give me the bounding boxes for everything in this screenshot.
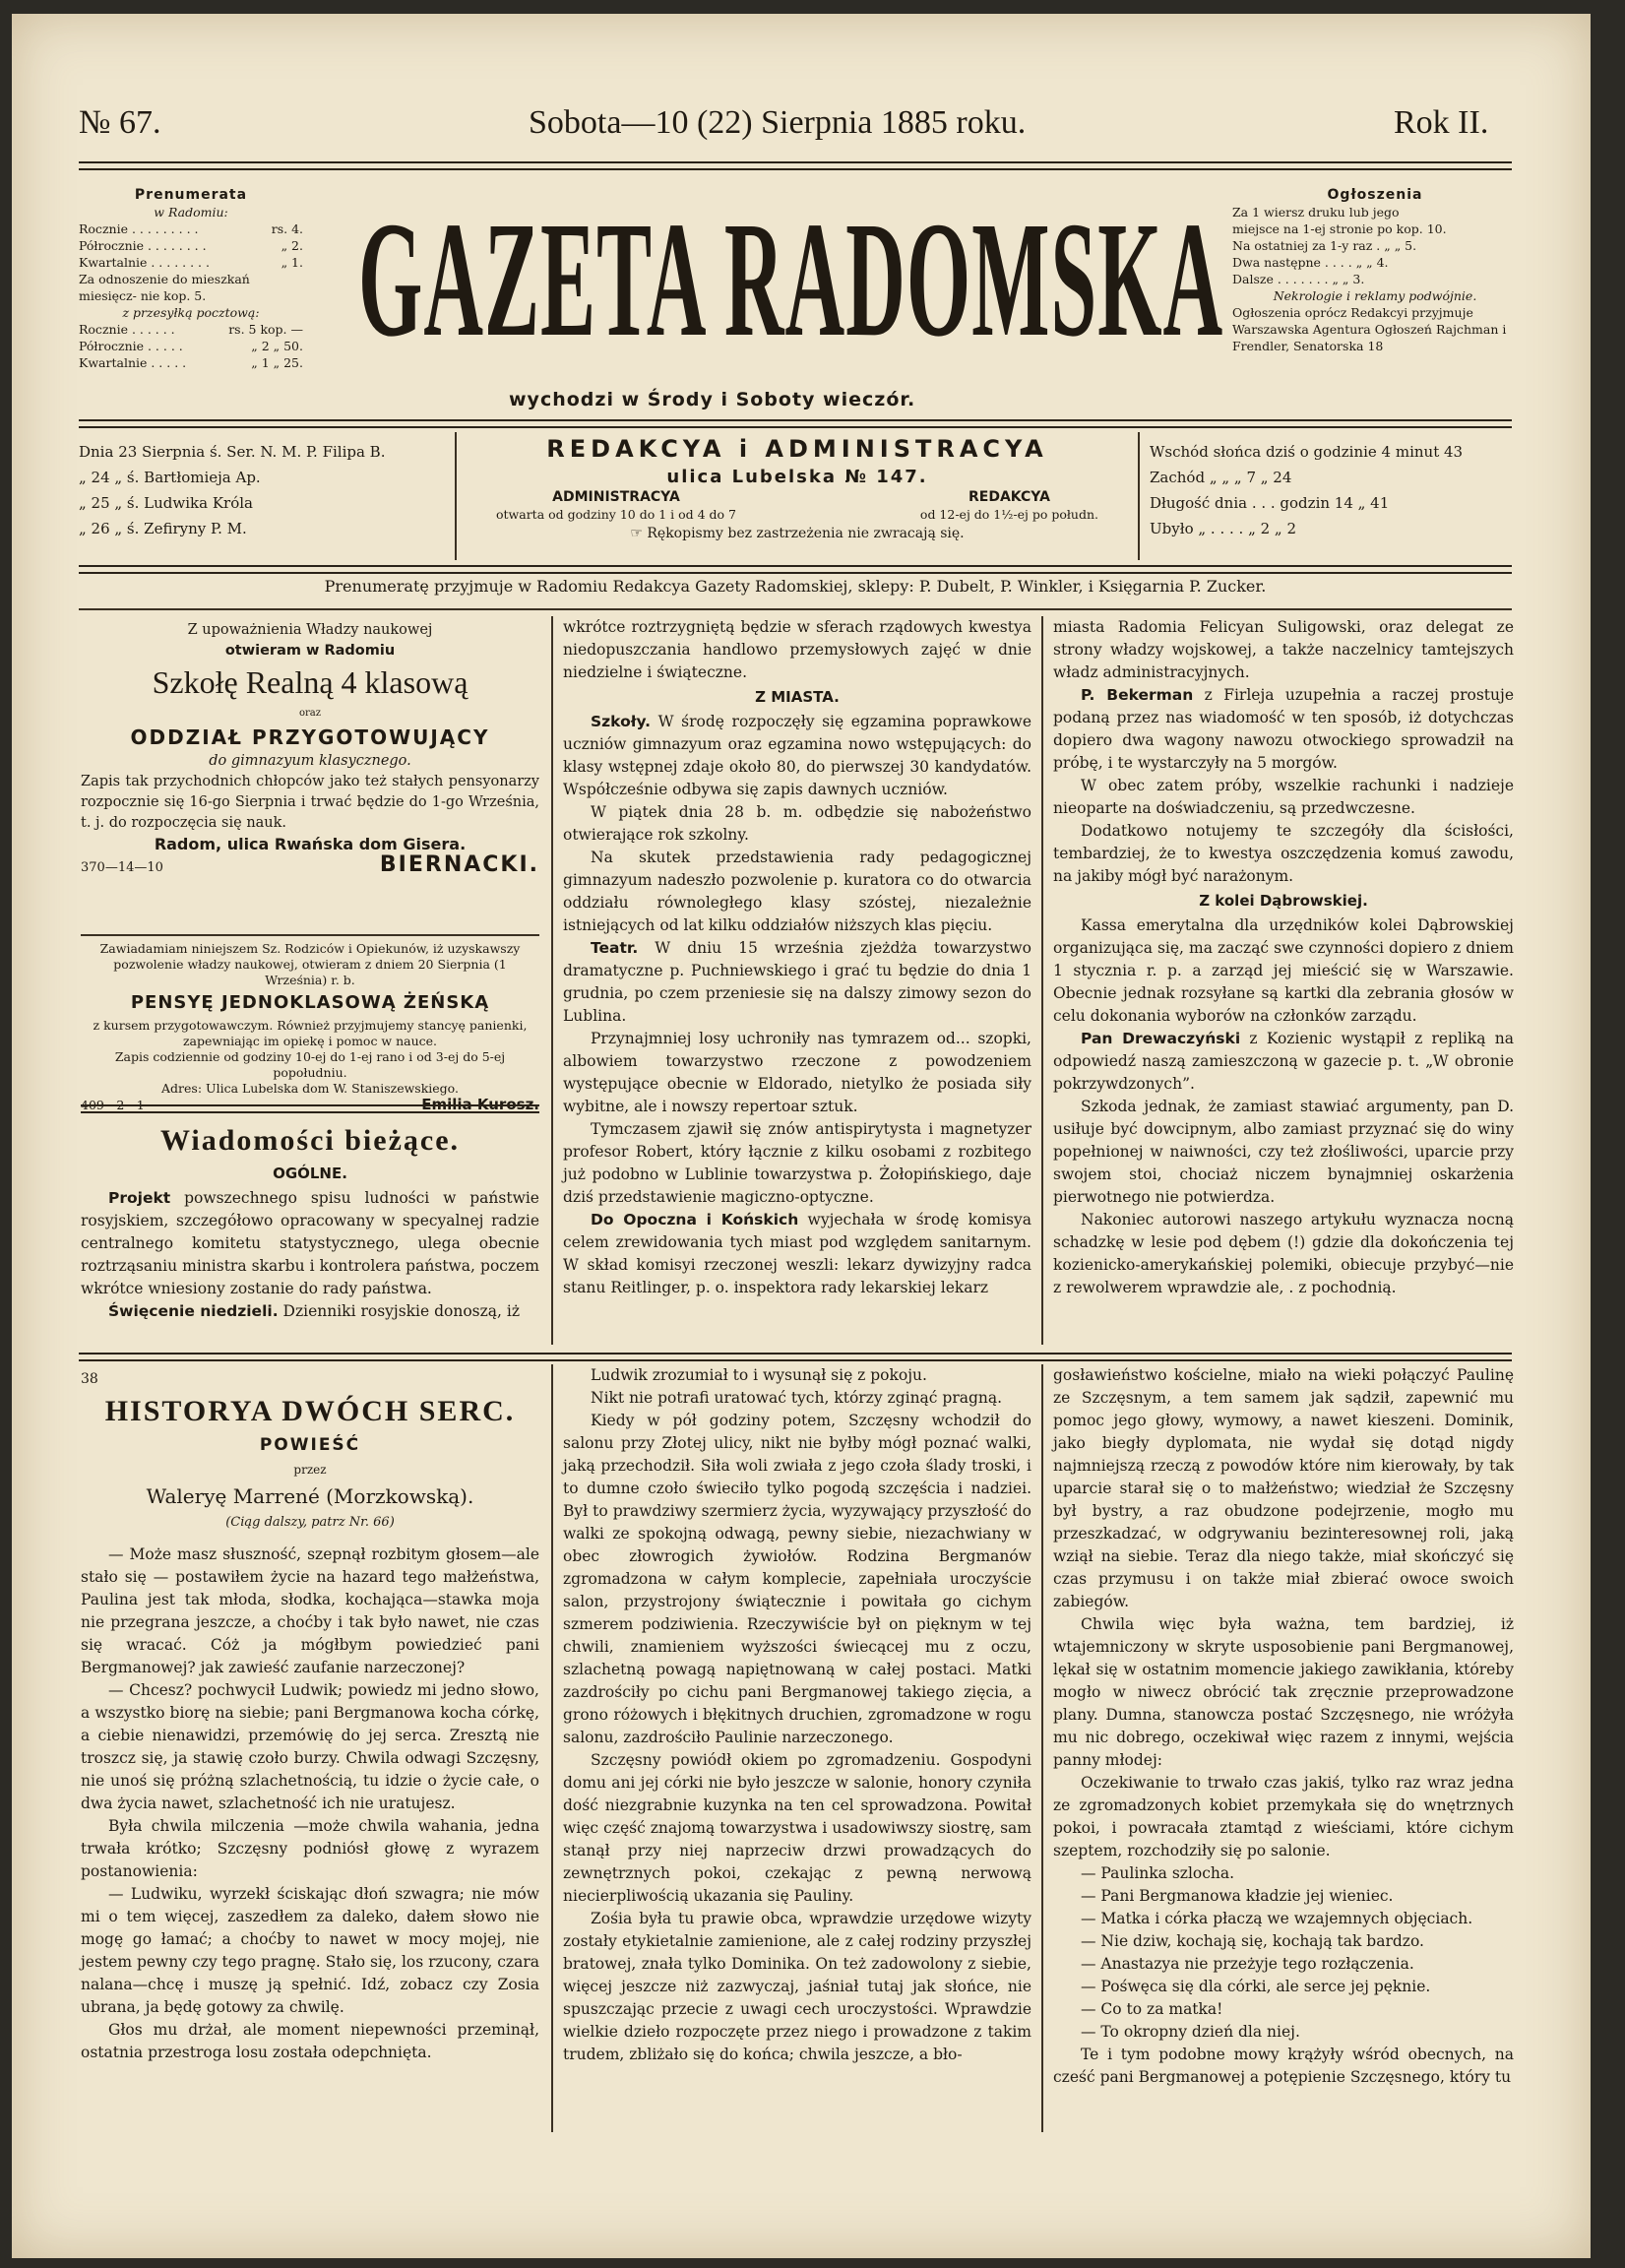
issue-number: № 67. <box>79 104 161 141</box>
ad-rate-line: Dwa następne . . . . „ „ 4. <box>1232 255 1389 270</box>
section-heading: Z MIASTA. <box>755 688 840 706</box>
feuilleton-genre: POWIEŚĆ <box>259 1435 361 1455</box>
ad-signature: BIERNACKI. <box>379 852 539 877</box>
price-value: rs. 4. <box>271 221 303 236</box>
ad-headline: PENSYĘ JEDNOKLASOWĄ ŻEŃSKĄ <box>130 992 490 1013</box>
column-divider <box>1041 1364 1043 2132</box>
paragraph: Tymczasem zjawił się znów antispirytysta i magnetyzer profesor Robert, który łącznie z kilku osobami z rozbitego już podobno w Lublinie towarzystwa p. Żołopińskiego, daje dziś przedstawienie magiczno-optyczne. <box>563 1120 1031 1206</box>
ad-line: Zapis codziennie od godziny 10-ej do 1-ej rano i od 3-ej do 5-ej popołudniu. <box>114 1049 506 1080</box>
calendar-line: „ 24 „ ś. Bartłomieja Ap. <box>79 469 261 486</box>
masthead-rule <box>79 161 1512 170</box>
paragraph: miasta Radomia Felicyan Suligowski, oraz delegat ze strony władzy wojskowej, a także naczelnicy tamtejszych władz administracyjnych. <box>1053 618 1514 681</box>
dialogue-line: — Co to za matka! <box>1081 2000 1223 2018</box>
dialogue-line: — To okropny dzień dla niej. <box>1081 2023 1300 2041</box>
dialogue-line: — Nie dziw, kochają się, kochają tak bardzo. <box>1081 1932 1424 1950</box>
calendar-line: Dnia 23 Sierpnia ś. Ser. N. M. P. Filipa B. <box>79 443 386 461</box>
paragraph: wyjechała w środę komisya celem zrewidowania tych miast pod względem sanitarnym. W skład komisyi rzeczonej weszli: lekarz dywizyjny radca stanu Reitlinger, p. o. inspektora rady lekarskiej lekarz <box>563 1211 1031 1296</box>
feuilleton-title: HISTORYA DWÓCH SERC. <box>104 1395 516 1427</box>
paragraph: z Firleja uzupełnia a raczej prostuje podaną przez nas wiadomość w ten sposób, iż dotychczas dopiero dwa wagony nawozu otwockiego sprowadził na próbę, i te wystarczyły na 5 morgów. <box>1053 686 1514 772</box>
paragraph: Szkoda jednak, że zamiast stawiać argumenty, pan D. usiłuje być dowcipnym, albo zamiast przyznać się do winy popełnionej w naiwności, czy też złośliwości, uparcie przy swojem stoi, chociaż niczem bynajmniej oskarżenia pierwotnego nie potwierdza. <box>1053 1098 1514 1206</box>
sun-line: Długość dnia . . . godzin 14 „ 41 <box>1150 494 1390 512</box>
newspaper-title: GAZETA RADOMSKA <box>358 188 1224 371</box>
feuilleton-by: przez <box>293 1463 327 1477</box>
paragraph: Ludwik zrozumiał to i wysunął się z pokoju. <box>591 1366 927 1384</box>
divider <box>1138 432 1140 560</box>
ad-rate-line: Dalsze . . . . . . . „ „ 3. <box>1232 272 1365 286</box>
paragraph: Głos mu drżał, ale moment niepewności przeminął, ostatnia przestroga losu została odepchnięta. <box>81 2021 539 2061</box>
paragraph: wkrótce roztrzygniętą będzie w sferach rządowych kwestya niedopuszczania handlowo przemysłowych zajęć w dnie niedzielne i świąteczne. <box>563 618 1031 681</box>
column-divider <box>551 616 553 1345</box>
feuilleton-col1 <box>81 1368 539 2064</box>
ad-line: Adres: Ulica Lubelska dom W. Staniszewskiego. <box>161 1081 459 1096</box>
admin-label: ADMINISTRACYA <box>552 489 680 505</box>
price-value: „ 2. <box>281 238 303 253</box>
dialogue-line: — Anastazya nie przeżyje tego rozłączenia. <box>1081 1955 1414 1973</box>
sun-table <box>1150 439 1514 541</box>
subscribe-line: Prenumeratę przyjmuje w Radomiu Redakcya Gazety Radomskiej, sklepy: P. Dubelt, P. Winkler, i Księgarnia P. Zucker. <box>324 577 1267 596</box>
ad-signature: Emilia Kurosz. <box>421 1096 539 1113</box>
dialogue-line: — Paulinka szlocha. <box>1081 1864 1235 1882</box>
paragraph: Przynajmniej losy uchroniły nas tymrazem od... szopki, albowiem towarzystwo rzeczone z powodzeniem występujące obecnie w Eldorado, nietylko że posiada siły wybitne, ale i nowszy repertoar sztuk. <box>563 1030 1031 1115</box>
paragraph: Kassa emerytalna dla urzędników kolei Dąbrowskiej organizująca się, ma zacząć swe czynności dopiero z dniem 1 stycznia r. p. a zarząd jej mieścić się w Warszawie. Obecnie jednak rozsyłane są kartki dla zebrania głosów w celu dokonania wyborów na członków zarządu. <box>1053 916 1514 1025</box>
price-value: „ 1. <box>281 255 303 270</box>
ogloszenia-heading: Ogłoszenia <box>1327 187 1423 203</box>
price-label: Półrocznie . . . . . . . . <box>79 238 207 253</box>
sun-line: Ubyło „ . . . . „ 2 „ 2 <box>1150 520 1296 537</box>
column-divider <box>1041 616 1043 1345</box>
paragraph: z Kozienic wystąpił z repliką na odpowiedź naszą zamieszczoną w gazecie p. t. „W obronie pokrzywdzonych”. <box>1053 1030 1514 1093</box>
red-hours: od 12-ej do 1½-ej po połudn. <box>919 507 1098 522</box>
news-heading: Wiadomości bieżące. <box>159 1124 461 1157</box>
redakcya-note: Rękopismy bez zastrzeżenia nie zwracają się. <box>647 526 965 541</box>
ad-rate-line: Na ostatniej za 1-y raz . „ „ 5. <box>1232 238 1417 253</box>
redakcya-address: ulica Lubelska № 147. <box>666 467 928 487</box>
price-label: Rocznie . . . . . . <box>79 322 175 337</box>
feuilleton-col2 <box>563 1364 1031 2066</box>
ad-note: Nekrologie i reklamy podwójnie. <box>1273 288 1477 303</box>
paragraph: Dzienniki rosyjskie donoszą, iż <box>282 1302 521 1320</box>
admin-hours: otwarta od godziny 10 do 1 i od 4 do 7 <box>496 507 736 522</box>
ad-code: 370—14—10 <box>81 860 163 875</box>
paragraph: Kiedy w pół godziny potem, Szczęsny wchodził do salonu przy Złotej ulicy, nikt nie byłby mógł poznać walki, jaką przechodził. Siła woli zwiała z jego czoła ślady troski, i to dumne czoło świeciło tylko pogodą szczęścia i nadziei. Był to prawdziwy szermierz życia, wyzywający przyszłość do walki ze spokojną odwagą, pewny siebie, niezachwiany w obec złowrogich żywiołów. Rodzina Bergmanów zgromadzona w całym komplecie, zapełniała uroczyście salon, przystrojony świątecznie i powitała go cichym szmerem podziwienia. Rzeczywiście był on pięknym w tej chwili, znamieniem wyższości świecącej mu z oczu, szlachetną powagą napiętnowaną w całej postaci. Matki zazdrościły po cichu pani Bergmanowej takiego zięcia, a grono różowych i błękitnych druchien, zgromadzone w rogu salonu, zazdrościło Paulinie narzeczonego. <box>563 1412 1031 1746</box>
ad-code: 409—2—1 <box>81 1098 145 1112</box>
paragraph: gosławieństwo kościelne, miało na wieki połączyć Paulinę ze Szczęsnym, a tem samem jak sądził, zapewnić mu pomoc jego głowy, wymowy, a nawet kieszeni. Dominik, jako biegły dyplomata, nie wydał się dotąd nigdy najmniejszą rzeczą z powodów które nim kierowały, by tak uparcie starał się o to małżeństwo; wiedział że Szczęsny był bystry, a raz obudzone podejrzenie, mogło mu przeszkadzać, w odgrywaniu bezinteresownej roli, jaką wziął na siebie. Teraz dla niego także, miał skończyć się czas przymusu i on także miał zbierać owoce swoich zabiegów. <box>1053 1366 1514 1610</box>
paragraph: Była chwila milczenia —może chwila wahania, jedna trwała krótko; Szczęsny podniósł głowę z wyrazem postanowienia: <box>81 1817 539 1880</box>
price-label: Kwartalnie . . . . . <box>79 355 187 370</box>
paragraph: powszechnego spisu ludności w państwie rosyjskiem, szczegółowo opracowany w specyalnej radzie centralnego komitetu statystycznego, ulega obecnie roztrząsaniu ministra skarbu i kontrolera państwa, poczem wkrótce wniesiony zostanie do rady państwa. <box>81 1189 539 1297</box>
ad-rate-line: Za 1 wiersz druku lub jego <box>1232 205 1400 220</box>
paragraph-lead: P. Bekerman <box>1081 686 1194 704</box>
price-label: Rocznie . . . . . . . . . <box>79 221 199 236</box>
paragraph: Dodatkowo notujemy te szczegóły dla ścisłości, tembardziej, że to kwestya oszczędzenia komuś zawodu, na jakiby mógł być narażonym. <box>1053 822 1514 885</box>
ad-line: Zapis tak przychodnich chłopców jako też stałych pensyonarzy rozpocznie się 16-go Sierpnia i trwać będzie do 1-go Września, t. j. do rozpoczęcia się nauk. <box>81 774 539 831</box>
post-heading: z przesyłką pocztową: <box>122 305 260 320</box>
price-value: rs. 5 kop. — <box>228 322 303 337</box>
ad-pension <box>81 941 539 1113</box>
ad-line: oraz <box>298 708 322 719</box>
paragraph: W dniu 15 września zjeżdża towarzystwo dramatyczne p. Puchniewskiego i grać tu będzie do dnia 1 grudnia, po czem przeniesie się na dalszy zimowy sezon do Lublina. <box>563 939 1032 1025</box>
prenumerata-local: w Radomiu: <box>154 205 228 220</box>
sun-line: Zachód „ „ „ 7 „ 24 <box>1150 469 1292 486</box>
redakcya-title: REDAKCYA i ADMINISTRACYA <box>546 435 1048 463</box>
issue-year: Rok II. <box>1394 104 1489 141</box>
ad-headline: ODDZIAŁ PRZYGOTOWUJĄCY <box>130 725 490 749</box>
paragraph: W piątek dnia 28 b. m. odbędzie się nabożeństwo otwierające rok szkolny. <box>563 803 1031 844</box>
paragraph-lead: Szkoły. <box>591 713 652 730</box>
ad-line: otwieram w Radomiu <box>224 643 396 659</box>
prenumerata-box <box>79 187 303 371</box>
column-divider <box>551 1364 553 2132</box>
issue-date: Sobota—10 (22) Sierpnia 1885 roku. <box>529 104 1027 141</box>
ad-line: Zawiadamiam niniejszem Sz. Rodziców i Opiekunów, iż uzyskawszy pozwolenie władzy naukowej, otwieram z dniem 20 Sierpnia (1 Września) r. b. <box>99 941 521 987</box>
paragraph: Na skutek przedstawienia rady pedagogicznej gimnazyum nadeszło pozwolenie p. kuratora co do otwarcia oddziału równoległego klasy szóstej, niezależnie istniejących od lat kilku oddziałów niższych klas pięciu. <box>563 849 1031 934</box>
dialogue-line: — Pośwęca się dla córki, ale serce jej pęknie. <box>1081 1978 1431 1995</box>
red-label: REDAKCYA <box>968 489 1050 505</box>
ad-headline: Szkołę Realną 4 klasową <box>152 664 469 700</box>
header-rule <box>79 419 1512 428</box>
paragraph: Nakoniec autorowi naszego artykułu wyznacza nocną schadzkę w lesie pod dębem (!) gdzie dla dokończenia tej kozienicko-amerykańskiej polemiki, obiecuje przybyć—nie z rewolwerem wprawdzie ale, . z pochodnią. <box>1053 1211 1514 1296</box>
paragraph-lead: Teatr. <box>591 939 639 957</box>
paragraph: Chwila więc była ważna, tem bardziej, iż wtajemniczony w skryte usposobienie pani Bergmanowej, lękał się w ostatnim momencie jakiego zawikłania, któreby mogło w niwecz obrócić tak zręcznie przeprowadzone plany. Dumna, stanowcza postać Szczęsnego, nie wróżyła mu nic dobrego, oczekiwał więc razem z innymi, wejścia panny młodej: <box>1053 1615 1514 1769</box>
section-heading: Z kolei Dąbrowskiej. <box>1199 892 1368 910</box>
dialogue-line: — Matka i córka płaczą we wzajemnych objęciach. <box>1081 1910 1473 1927</box>
paragraph-lead: Projekt <box>108 1189 171 1207</box>
news-column <box>81 1121 539 1323</box>
news-sub: OGÓLNE. <box>273 1165 347 1182</box>
paragraph: — Chcesz? pochwycił Ludwik; powiedz mi jedno słowo, a wszystko biorę na siebie; pani Bergmanowa kocha córkę, a ciebie nienawidzi, przemówię do jej serca. Zresztą nie troszcz się, ja stawię czoło burzy. Chwila odwagi Szczęsny, nie unoś się próżną szlachetnością, tu idzie o życie całe, o dwa życia nawet, szlachetność ich nie uratujesz. <box>81 1681 539 1812</box>
rule <box>79 565 1512 574</box>
paragraph-lead: Święcenie niedzieli. <box>108 1302 279 1320</box>
paragraph-lead: Pan Drewaczyński <box>1081 1030 1241 1047</box>
paragraph: Zośia była tu prawie obca, wprawdzie urzędowe wizyty zostały etykietalnie zamienione, ale z całej rodziny przyszłej bratowej, znała tylko Dominika. On też zadowolony z siebie, więcej jeszcze niż zazwyczaj, jaśniał tutaj jak słońce, nie spuszczając przecie z uwagi cech uroczystości. Wprawdzie wielkie dzieło rozpoczęte przez niego i prowadzone z takim trudem, zbliżało się do końca; chwila jeszcze, a bło- <box>563 1910 1031 2063</box>
price-value: „ 1 „ 25. <box>251 355 303 370</box>
dialogue-line: — Pani Bergmanowa kładzie jej wieniec. <box>1081 1887 1394 1905</box>
paragraph: — Może masz słuszność, szepnął rozbitym głosem—ale stało się — postawiłem życie na hazard tego małżeństwa, Paulina jest tak młoda, słodka, kochająca—stawka moja nie przegrana jeszcze, a choćby i tak było nawet, nie czas się wracać. Cóż ja mógłbym powiedzieć pani Bergmanowej? jak zawieść zaufanie narzeczonej? <box>81 1545 539 1676</box>
local-news-column <box>1053 616 1514 1299</box>
divider <box>455 432 457 560</box>
delivery-note: Za odnoszenie do mieszkań miesięcz- nie kop. 5. <box>79 272 250 303</box>
paragraph: W środę rozpoczęły się egzamina poprawkowe uczniów gimnazyum oraz egzamina nowo wstępujących: do klasy wstępnej zdaje około 80, do pierwszej 30 kandydatów. Współcześnie odbywa się zapis dawnych uczniów. <box>563 713 1031 798</box>
paragraph: Te i tym podobne mowy krążyły wśród obecnych, na cześć pani Bergmanowej a potępienie Szczęsnego, który tu <box>1053 2046 1514 2086</box>
calendar-line: „ 25 „ ś. Ludwika Króla <box>79 494 253 512</box>
city-news-column <box>563 616 1031 1299</box>
ad-agency: Ogłoszenia oprócz Redakcyi przyjmuje Warszawska Agentura Ogłoszeń Rajchman i Frendler, Senatorska 18 <box>1232 305 1507 353</box>
feuilleton-rule <box>79 1353 1512 1361</box>
prenumerata-heading: Prenumerata <box>134 187 248 203</box>
calendar <box>79 439 433 541</box>
rule <box>81 1104 539 1113</box>
feuilleton-col3 <box>1053 1364 1514 2089</box>
paragraph: — Ludwiku, wyrzekł ściskając dłoń szwagra; nie mów mi o tem więcej, zaszedłem za daleko, dałem słowo nie mogę go łamać; a choćby to nawet w mocy mojej, nie jestem pewny czy tego pragnę. Stało się, los rzucony, czara nalana—chcę i muszę ją spełnić. Idź, zobacz czy Zosia ubrana, ja będę gotowy za chwilę. <box>81 1885 539 2016</box>
paragraph: Oczekiwanie to trwało czas jakiś, tylko raz wraz jedna ze zgromadzonych kobiet przemykała się do wnętrznych pokoi, i powracała ztamtąd z wieściami, które cichym szeptem, rozchodziły się po salonie. <box>1053 1774 1514 1859</box>
feuilleton-author: Waleryę Marrené (Morzkowską). <box>146 1484 474 1508</box>
feuilleton-continuation: (Ciąg dalszy, patrz Nr. 66) <box>225 1515 395 1530</box>
paragraph-lead: Do Opoczna i Końskich <box>591 1211 799 1228</box>
ogloszenia-box <box>1232 187 1518 354</box>
rule <box>79 608 1512 610</box>
pointing-hand-icon: ☞ <box>630 526 648 541</box>
ad-line: Z upoważnienia Władzy naukowej <box>187 622 433 638</box>
newspaper-page <box>12 14 1591 2258</box>
ad-line: Radom, ulica Rwańska dom Gisera. <box>154 835 467 853</box>
paragraph: Nikt nie potrafi uratować tych, którzy zginąć pragną. <box>591 1389 1003 1407</box>
rule <box>81 934 539 936</box>
paragraph: Szczęsny powiódł okiem po zgromadzeniu. Gospodyni domu ani jej córki nie było jeszcze w salonie, honory czyniła dość niezgrabnie kuzynka na ten cel sprowadzona. Powitał więc część znajomą towarzystwa i usadowiwszy siostrę, sam stanął przy niej naprzeciw drzwi prowadzących do zewnętrznych pokoi, czekając z pewną nerwową niecierpliwością ukazania się Pauliny. <box>563 1751 1031 1905</box>
redakcya-box <box>467 435 1128 543</box>
sun-line: Wschód słońca dziś o godzinie 4 minut 43 <box>1150 443 1464 461</box>
ad-rate-line: miejsce na 1-ej stronie po kop. 10. <box>1232 221 1447 236</box>
ad-school <box>81 620 539 878</box>
newspaper-subtitle: wychodzi w Środy i Soboty wieczór. <box>509 389 916 410</box>
price-label: Kwartalnie . . . . . . . . <box>79 255 210 270</box>
price-value: „ 2 „ 50. <box>251 339 303 353</box>
ad-line: z kursem przygotowawczym. Również przyjmujemy stancyę panienki, zapewniając im opiekę i pomoc w nauce. <box>93 1018 528 1048</box>
calendar-line: „ 26 „ ś. Zefiryny P. M. <box>79 520 247 537</box>
ad-line: do gimnazyum klasycznego. <box>209 753 411 769</box>
price-label: Półrocznie . . . . . <box>79 339 183 353</box>
feuilleton-number: 38 <box>81 1371 98 1387</box>
paragraph: W obec zatem próby, wszelkie rachunki i nadzieje nieoparte na doświadczeniu, są przedwczesne. <box>1053 777 1514 817</box>
